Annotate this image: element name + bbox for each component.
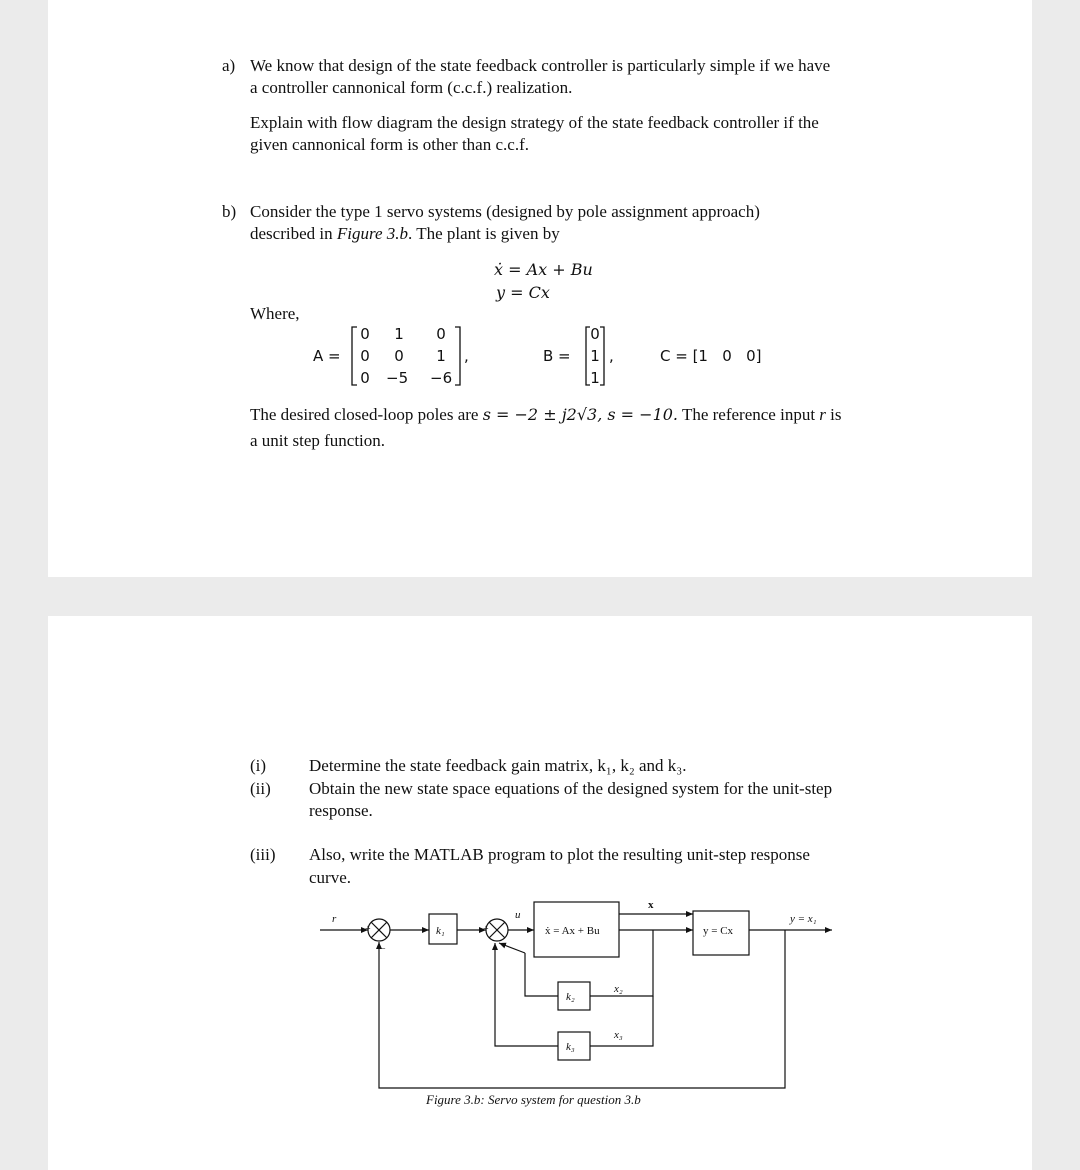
reference-symbol: r bbox=[819, 405, 826, 424]
feedback-y bbox=[379, 930, 785, 1088]
part-b-line1: Consider the type 1 servo systems (designed by pole assignment approach) bbox=[250, 202, 760, 221]
a31: 0 bbox=[360, 369, 370, 387]
label-y-out: y = x₁ bbox=[790, 913, 817, 925]
part-b-label: b) bbox=[222, 202, 237, 221]
label-plus-1: + bbox=[365, 924, 371, 935]
poles-line2: a unit step function. bbox=[250, 431, 386, 450]
poles-math: s = −2 ± j2√3, s = −10. bbox=[482, 405, 679, 424]
page-1 bbox=[48, 0, 1032, 577]
matrix-a-label: A = bbox=[313, 347, 341, 365]
label-u: u bbox=[515, 909, 521, 921]
matrix-b-comma: , bbox=[609, 347, 614, 365]
matrix-b-label: B = bbox=[543, 347, 571, 365]
a32: −5 bbox=[386, 369, 409, 387]
part-a-line3: Explain with flow diagram the design strategy of the state feedback controller if the bbox=[250, 113, 819, 132]
matrix-a-comma: , bbox=[464, 347, 469, 365]
poles-text-is: is bbox=[825, 405, 842, 424]
a33: −6 bbox=[430, 369, 453, 387]
where-label: Where, bbox=[250, 304, 300, 323]
page-2 bbox=[48, 616, 1032, 1170]
b2: 1 bbox=[590, 347, 600, 365]
part-b-line2-post: . The plant is given by bbox=[408, 224, 560, 243]
a22: 0 bbox=[394, 347, 404, 365]
label-x: x bbox=[648, 899, 654, 911]
label-k3: k₃ bbox=[566, 1041, 575, 1053]
question-i-num: (i) bbox=[250, 756, 267, 775]
part-b-line2-pre: described in bbox=[250, 224, 337, 243]
label-output-block: y = Cx bbox=[703, 925, 734, 937]
label-k2: k₂ bbox=[566, 991, 575, 1003]
label-k1: k₁ bbox=[436, 925, 445, 937]
part-a-line1: We know that design of the state feedback controller is particularly simple if we have bbox=[250, 56, 831, 75]
question-iii-num: (iii) bbox=[250, 845, 276, 864]
label-plus-2: + bbox=[483, 924, 489, 935]
label-r: r bbox=[332, 913, 337, 925]
label-minus-1: − bbox=[380, 944, 386, 955]
question-ii-text2: response. bbox=[309, 801, 373, 820]
poles-text: The desired closed-loop poles are bbox=[250, 405, 483, 424]
a11: 0 bbox=[360, 325, 370, 343]
question-iii-text: Also, write the MATLAB program to plot the resulting unit-step response bbox=[309, 845, 810, 864]
poles-line1 bbox=[250, 405, 842, 425]
part-b-line2 bbox=[250, 224, 560, 244]
state-equation: ẋ = Ax + Bu bbox=[494, 260, 593, 279]
a21: 0 bbox=[360, 347, 370, 365]
figure-caption: Figure 3.b: Servo system for question 3.b bbox=[426, 1092, 641, 1107]
part-a-line4: given cannonical form is other than c.c.f. bbox=[250, 135, 529, 154]
part-a-line2: a controller cannonical form (c.c.f.) realization. bbox=[250, 78, 573, 97]
b3: 1 bbox=[590, 369, 600, 387]
a23: 1 bbox=[436, 347, 446, 365]
poles-text-post: The reference input bbox=[678, 405, 820, 424]
question-i-text: Determine the state feedback gain matrix, k₁, k₂ and k₃. bbox=[309, 756, 687, 775]
a13: 0 bbox=[436, 325, 446, 343]
question-iii-text2: curve. bbox=[309, 868, 352, 887]
label-x3: x₃ bbox=[614, 1029, 623, 1041]
a12: 1 bbox=[394, 325, 404, 343]
b1: 0 bbox=[590, 325, 600, 343]
matrix-c: C = [1 0 0] bbox=[660, 347, 762, 365]
question-ii-text: Obtain the new state space equations of the designed system for the unit-step bbox=[309, 779, 833, 798]
label-x2: x₂ bbox=[614, 983, 623, 995]
label-plant: ẋ = Ax + Bu bbox=[545, 925, 600, 937]
servo-block-diagram bbox=[48, 616, 1032, 1170]
question-ii-num: (ii) bbox=[250, 779, 271, 798]
output-equation: y = Cx bbox=[496, 283, 550, 302]
figure-reference: Figure 3.b bbox=[336, 224, 408, 243]
part-a-label: a) bbox=[222, 56, 236, 75]
